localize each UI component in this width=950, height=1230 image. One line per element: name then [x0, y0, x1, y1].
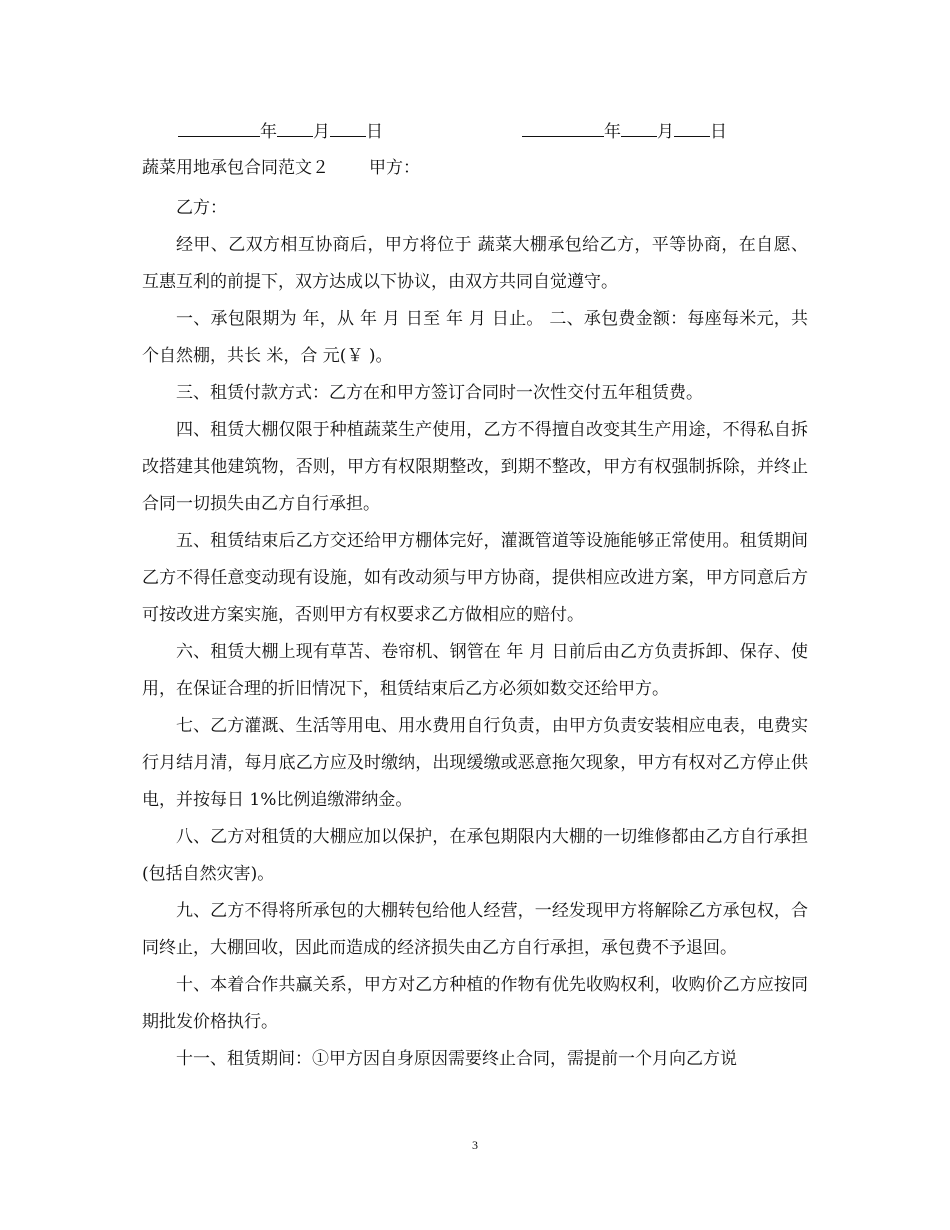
clause-11: 十一、租赁期间：①甲方因自身原因需要终止合同，需提前一个月向乙方说 [176, 1049, 737, 1069]
month-label: 月 [657, 122, 674, 142]
contract-title-line [142, 155, 420, 181]
party-b-label: 乙方： [176, 198, 227, 218]
page-number: 3 [472, 1138, 478, 1152]
day-blank [674, 118, 710, 137]
day-blank [330, 118, 366, 137]
year-label: 年 [260, 122, 277, 142]
signature-date-left [178, 118, 383, 145]
month-blank [621, 118, 657, 137]
clause-9: 九、乙方不得将所承包的大棚转包给他人经营，一经发现甲方将解除乙方承包权，合同终止，大棚回收，因此而造成的经济损失由乙方自行承担，承包费不予退回。 [142, 901, 808, 958]
clause-preamble: 经甲、乙双方相互协商后，甲方将位于 蔬菜大棚承包给乙方，平等协商，在自愿、互惠互利的前提下，双方达成以下协议，由双方共同自觉遵守。 [142, 235, 808, 292]
contract-body [142, 190, 808, 1078]
clause-1-2: 一、承包限期为 年，从 年 月 日至 年 月 日止。 二、承包费金额：每座每米元，共 个自然棚，共长 米，合 元(￥ )。 [142, 309, 808, 366]
signature-date-right [522, 118, 727, 145]
clause-7: 七、乙方灌溉、生活等用电、用水费用自行负责，由甲方负责安装相应电表，电费实行月结月清，每月底乙方应及时缴纳，出现缓缴或恶意拖欠现象，甲方有权对乙方停止供电，并按每日 1%比例追缴滞纳金。 [142, 716, 808, 810]
year-blank [178, 118, 260, 137]
day-label: 日 [710, 122, 727, 142]
party-a-label: 甲方： [369, 158, 420, 178]
contract-title: 蔬菜用地承包合同范文２ [142, 158, 329, 178]
clause-4: 四、租赁大棚仅限于种植蔬菜生产使用，乙方不得擅自改变其生产用途，不得私自拆改搭建其他建筑物，否则，甲方有权限期整改，到期不整改，甲方有权强制拆除，并终止合同一切损失由乙方自行承担。 [142, 420, 808, 514]
day-label: 日 [366, 122, 383, 142]
year-blank [522, 118, 604, 137]
clause-6: 六、租赁大棚上现有草苫、卷帘机、钢管在 年 月 日前后由乙方负责拆卸、保存、使用，在保证合理的折旧情况下，租赁结束后乙方必须如数交还给甲方。 [142, 642, 808, 699]
month-label: 月 [313, 122, 330, 142]
month-blank [277, 118, 313, 137]
clause-8: 八、乙方对租赁的大棚应加以保护，在承包期限内大棚的一切维修都由乙方自行承担(包括自然灾害)。 [142, 827, 808, 884]
clause-10: 十、本着合作共赢关系，甲方对乙方种植的作物有优先收购权利，收购价乙方应按同期批发价格执行。 [142, 975, 808, 1032]
year-label: 年 [604, 122, 621, 142]
clause-5: 五、租赁结束后乙方交还给甲方棚体完好，灌溉管道等设施能够正常使用。租赁期间乙方不得任意变动现有设施，如有改动须与甲方协商，提供相应改进方案，甲方同意后方可按改进方案实施，否则甲方有权要求乙方做相应的赔付。 [142, 531, 808, 625]
clause-3: 三、租赁付款方式：乙方在和甲方签订合同时一次性交付五年租赁费。 [176, 383, 703, 403]
